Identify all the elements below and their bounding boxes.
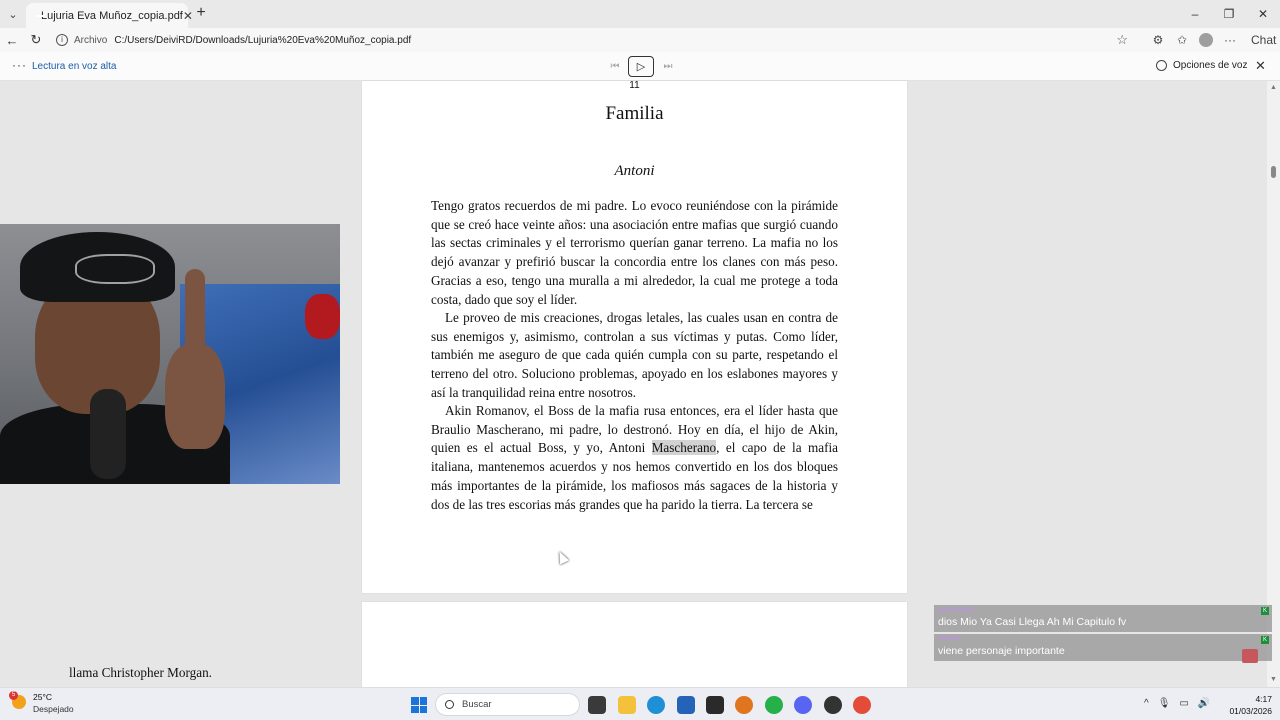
search-placeholder: Buscar (462, 699, 492, 710)
clock-date: 01/03/2026 (1229, 706, 1272, 716)
microphone-icon (90, 389, 126, 479)
search-icon (445, 700, 454, 709)
display-icon[interactable]: ▭ (1179, 698, 1189, 709)
weather-condition: Despejado (33, 704, 74, 714)
previous-paragraph-icon[interactable]: ⏮ (610, 61, 620, 72)
close-window-button[interactable]: ✕ (1257, 7, 1269, 21)
discord-icon[interactable] (794, 696, 812, 714)
pdf-page (362, 81, 907, 593)
tab-strip (0, 0, 1280, 28)
new-tab-button[interactable]: + (196, 4, 206, 21)
clock[interactable] (1220, 693, 1272, 717)
copilot-button[interactable] (1246, 33, 1277, 47)
restore-button[interactable]: ❐ (1223, 7, 1235, 21)
volume-icon[interactable]: 🔊 (1197, 698, 1211, 709)
obs-icon[interactable] (824, 696, 842, 714)
scrollbar-thumb[interactable] (1271, 166, 1276, 178)
tray-expand-icon[interactable]: ^ (1144, 698, 1149, 709)
chat-username: xxxxxxx (938, 636, 959, 642)
file-explorer-icon[interactable] (618, 696, 636, 714)
tab-close-icon[interactable]: ✕ (182, 8, 193, 23)
sun-icon (11, 692, 26, 709)
address-scheme: Archivo (74, 34, 108, 46)
next-paragraph-icon[interactable]: ⏭ (663, 61, 673, 72)
play-button[interactable]: ▷ (628, 56, 654, 77)
profile-avatar[interactable] (1199, 33, 1213, 47)
paragraph (431, 402, 838, 514)
highlighted-word: Mascherano (651, 440, 717, 456)
window-controls (1178, 0, 1280, 28)
favorites-icon[interactable]: ✩ (1176, 33, 1188, 47)
weather-alert-badge: 5 (9, 691, 18, 700)
brave-icon[interactable] (735, 696, 753, 714)
capcut-icon[interactable] (706, 696, 724, 714)
microphone-tray-icon[interactable]: 🎙 (1157, 698, 1171, 709)
pdf-reader-float-icon[interactable] (1242, 649, 1258, 663)
chat-message (934, 605, 1272, 632)
system-tray (1144, 698, 1219, 709)
address-row (0, 28, 1280, 52)
chat-text: viene personaje importante (938, 645, 1065, 657)
paragraph-text: , el capo de la mafia italiana, mantenemos acuerdos y nos hemos convertido en los dos bloques más importantes de la pirámide, los mafiosos más sagaces de la historia y dos de las tres escorias más grandes que ha parido la tierra. La tercera se (431, 440, 838, 512)
close-read-aloud-icon[interactable]: ✕ (1255, 58, 1266, 73)
chat-text: dios Mio Ya Casi Llega Ah Mi Capitulo fv (938, 616, 1127, 628)
scroll-down-icon[interactable]: ▼ (1270, 676, 1277, 683)
store-icon[interactable] (677, 696, 695, 714)
chat-badge-icon: K (1262, 637, 1267, 643)
paragraph-text: Akin Romanov, el Boss de la mafia rusa entonces, era el líder hasta que Braulio Mascherano, mi padre, lo destronó. Hoy en día, el hijo de Akin, quien es el actual Boss, y yo, Antoni (431, 403, 838, 456)
task-view-icon[interactable] (588, 696, 606, 714)
voice-options-label: Opciones de voz (1173, 60, 1248, 71)
chrome-icon[interactable] (853, 696, 871, 714)
paragraph: Tengo gratos recuerdos de mi padre. Lo evoco reuniéndose con la pirámide que se creó hace veinte años: una asociación entre mafias que surgió cuando las sectas criminales y el terrorismo querían ganar terreno. La mafia no los dejó avanzar y prefirió buscar la concordia entre los clanes con más peso. Gracias a eso, tengo una muralla a mi alrededor, la cual me protege a toda costa, dado que soy el líder. (431, 198, 838, 307)
scrollbar[interactable] (1267, 81, 1280, 687)
favorite-star-icon[interactable]: ☆ (1116, 32, 1128, 47)
minimize-button[interactable]: – (1191, 7, 1199, 21)
tab-pdf[interactable] (26, 3, 193, 28)
taskbar-search[interactable] (435, 693, 580, 716)
chapter-title: Familia (605, 103, 664, 124)
chat-badge-icon: K (1262, 608, 1267, 614)
narrator-heading: Antoni (614, 163, 655, 179)
whatsapp-icon[interactable] (765, 696, 783, 714)
paragraph: llama Christopher Morgan. (69, 665, 212, 680)
more-menu-icon[interactable]: ··· (1224, 33, 1236, 47)
edge-icon[interactable] (647, 696, 665, 714)
copilot-label: Chat (1251, 33, 1277, 47)
voice-options-button[interactable] (1156, 60, 1248, 71)
read-aloud-toolbar (0, 52, 1280, 81)
weather-widget[interactable] (12, 692, 74, 714)
extensions-icon[interactable]: ⚙ (1152, 33, 1164, 47)
read-aloud-more-icon[interactable]: ··· (12, 58, 27, 72)
voice-icon (1156, 60, 1167, 71)
start-button[interactable] (411, 697, 427, 713)
read-aloud-label: Lectura en voz alta (32, 61, 117, 72)
back-icon[interactable]: ← (5, 32, 19, 48)
page-number: 11 (629, 80, 640, 91)
tab-actions-menu-icon[interactable]: ⌄ (8, 8, 18, 21)
address-url[interactable]: C:/Users/DeiviRD/Downloads/Lujuria%20Eva%20Muñoz_copia.pdf (114, 34, 412, 46)
toolbar-icons (1146, 28, 1277, 52)
chat-username: xxxxxxxxxxxx (938, 607, 974, 613)
clock-time: 4:17 (1255, 694, 1272, 704)
taskbar (0, 687, 1280, 720)
tab-title: Lujuria Eva Muñoz_copia.pdf (41, 9, 183, 22)
paragraph: Le proveo de mis creaciones, drogas letales, las cuales usan en contra de sus enemigos y, asimismo, controlan a sus víctimas y putas. Como líder, también me aseguro de que cada quién cumpla con su parte, respetando el terreno del otro. Soluciono problemas, apoyado en los eslabones mayores y así la tranquilidad reina entre nosotros. (431, 310, 838, 400)
info-icon[interactable]: i (56, 34, 68, 46)
address-bar[interactable] (50, 30, 1132, 50)
refresh-icon[interactable]: ↻ (30, 32, 42, 47)
weather-temp: 25°C (33, 692, 52, 702)
webcam-overlay (0, 224, 340, 481)
scroll-up-icon[interactable]: ▲ (1270, 84, 1277, 91)
chat-message (934, 634, 1272, 661)
